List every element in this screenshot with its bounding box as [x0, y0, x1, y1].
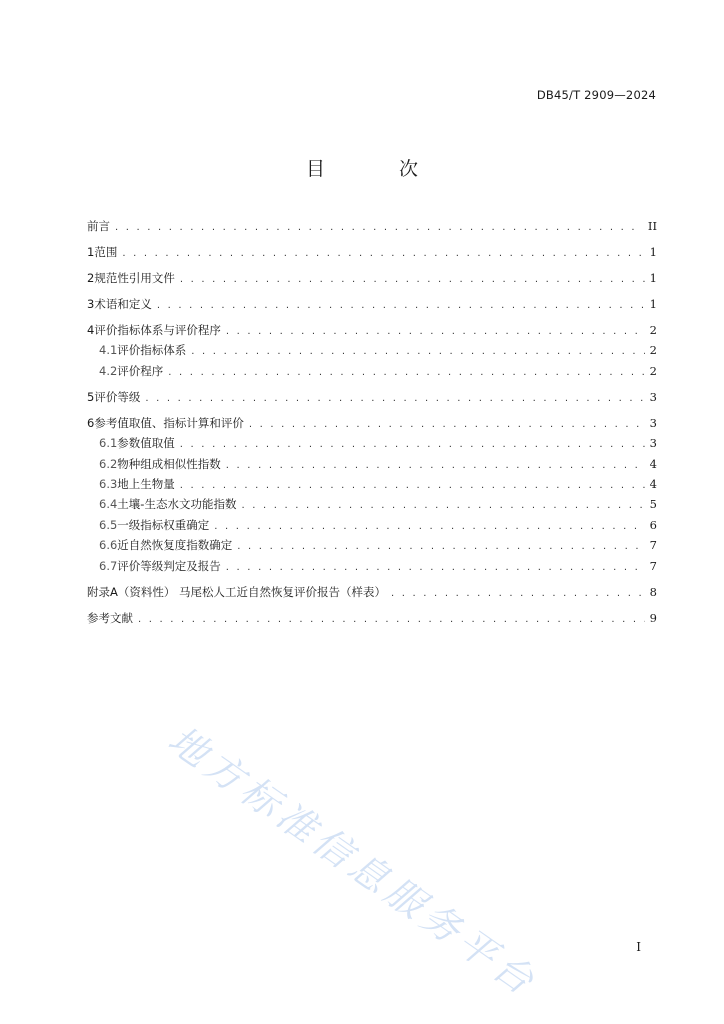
- dot-leader: [226, 457, 645, 475]
- toc-entry-label: 术语和定义: [94, 297, 152, 311]
- toc-entry-label: 地上生物量: [117, 477, 175, 492]
- dot-leader: [138, 611, 645, 629]
- toc-entry[interactable]: [87, 609, 657, 629]
- toc-entry[interactable]: [87, 583, 657, 603]
- toc-entry-label: 评价指标体系: [117, 343, 187, 358]
- page-number: I: [636, 940, 641, 954]
- toc-entry-page: 3: [649, 436, 657, 451]
- dot-leader: [180, 477, 645, 495]
- toc-entry-number: 1: [87, 245, 95, 259]
- standard-code: DB45/T 2909—2024: [536, 88, 656, 102]
- toc-entry-number: 4.1: [99, 343, 118, 358]
- toc-entry-number: 5: [87, 389, 95, 404]
- toc-entry[interactable]: [87, 516, 657, 536]
- dot-leader: [391, 585, 645, 603]
- toc-entry-number: 3: [87, 297, 95, 311]
- toc-entry-label: 评价程序: [117, 363, 164, 378]
- toc-entry[interactable]: [87, 321, 657, 341]
- toc-entry-number: 6.7: [99, 558, 118, 573]
- toc-entry-label: 评价等级判定及报告: [117, 558, 221, 573]
- toc-entry-label: 评价指标体系与评价程序: [94, 323, 221, 337]
- toc-entry-number: 6.3: [99, 477, 118, 492]
- toc-entry-page: 1: [649, 297, 657, 311]
- dot-leader: [157, 297, 645, 315]
- toc-entry[interactable]: [87, 414, 657, 434]
- toc-entry-label: 土壤-生态水文功能指数: [117, 497, 237, 512]
- toc-entry-number: 4: [87, 323, 95, 337]
- toc-entry[interactable]: [87, 495, 657, 515]
- toc-entry-label: 参数值取值: [117, 436, 175, 451]
- dot-leader: [145, 390, 644, 408]
- toc-entry-label: 范围: [94, 245, 118, 259]
- toc-entry-number: 2: [87, 271, 95, 285]
- dot-leader: [237, 538, 644, 556]
- toc-entry-number: 4.2: [99, 363, 118, 378]
- dot-leader: [180, 436, 645, 454]
- toc-entry-page: 7: [649, 558, 657, 573]
- toc-entry-page: 9: [649, 610, 657, 625]
- toc-entry-label: 参考值取值、指标计算和评价: [94, 415, 244, 430]
- toc-entry[interactable]: [87, 434, 657, 454]
- toc-entry[interactable]: [87, 475, 657, 495]
- toc-entry-page: 2: [649, 323, 657, 337]
- toc-entry-label: 评价等级: [94, 389, 141, 404]
- toc-entry-page: 1: [649, 271, 657, 285]
- toc-entry[interactable]: [87, 217, 657, 237]
- toc-entry[interactable]: [87, 557, 657, 577]
- toc-entry[interactable]: [87, 536, 657, 556]
- toc-entry-page: 8: [649, 584, 657, 599]
- toc-entry-number: 6.1: [99, 436, 118, 451]
- toc-entry-number: 6.4: [99, 497, 118, 512]
- toc-entry[interactable]: [87, 362, 657, 382]
- toc-entry[interactable]: [87, 388, 657, 408]
- toc-entry[interactable]: [87, 295, 657, 315]
- toc-entry-page: 4: [649, 477, 657, 492]
- toc-entry-page: 5: [649, 497, 657, 512]
- toc-entry-page: II: [647, 219, 657, 233]
- watermark: 地方标准信息服务平台: [160, 717, 547, 1006]
- toc-entry-number: 6.5: [99, 517, 118, 532]
- toc-entry-label: 附录A（资料性） 马尾松人工近自然恢复评价报告（样表）: [87, 584, 387, 599]
- toc-entry[interactable]: [87, 341, 657, 361]
- dot-leader: [191, 343, 644, 361]
- toc-entry-page: 4: [649, 456, 657, 471]
- dot-leader: [168, 364, 644, 382]
- dot-leader: [241, 497, 644, 515]
- toc-entry[interactable]: [87, 269, 657, 289]
- toc-entry-page: 2: [649, 343, 657, 358]
- dot-leader: [214, 518, 644, 536]
- toc-entry-label: 前言: [87, 219, 110, 233]
- dot-leader: [115, 219, 643, 237]
- toc-entry-label: 一级指标权重确定: [117, 517, 210, 532]
- toc-entry-page: 7: [649, 538, 657, 553]
- toc-entry-number: 6.2: [99, 456, 118, 471]
- table-of-contents: [87, 217, 657, 629]
- toc-entry-page: 6: [649, 517, 657, 532]
- toc-entry-page: 3: [649, 389, 657, 404]
- toc-entry[interactable]: [87, 243, 657, 263]
- page-title: 目 次: [305, 158, 453, 180]
- toc-entry-label: 物种组成相似性指数: [117, 456, 221, 471]
- toc-entry-page: 3: [649, 415, 657, 430]
- dot-leader: [249, 416, 645, 434]
- toc-entry-number: 6.6: [99, 538, 118, 553]
- dot-leader: [180, 271, 645, 289]
- dot-leader: [122, 245, 644, 263]
- toc-entry-number: 6: [87, 415, 95, 430]
- toc-entry-label: 近自然恢复度指数确定: [117, 538, 233, 553]
- toc-entry[interactable]: [87, 455, 657, 475]
- toc-entry-label: 规范性引用文件: [94, 271, 175, 285]
- toc-entry-page: 2: [649, 363, 657, 378]
- dot-leader: [226, 323, 645, 341]
- toc-entry-page: 1: [649, 245, 657, 259]
- toc-entry-label: 参考文献: [87, 610, 133, 625]
- dot-leader: [226, 559, 645, 577]
